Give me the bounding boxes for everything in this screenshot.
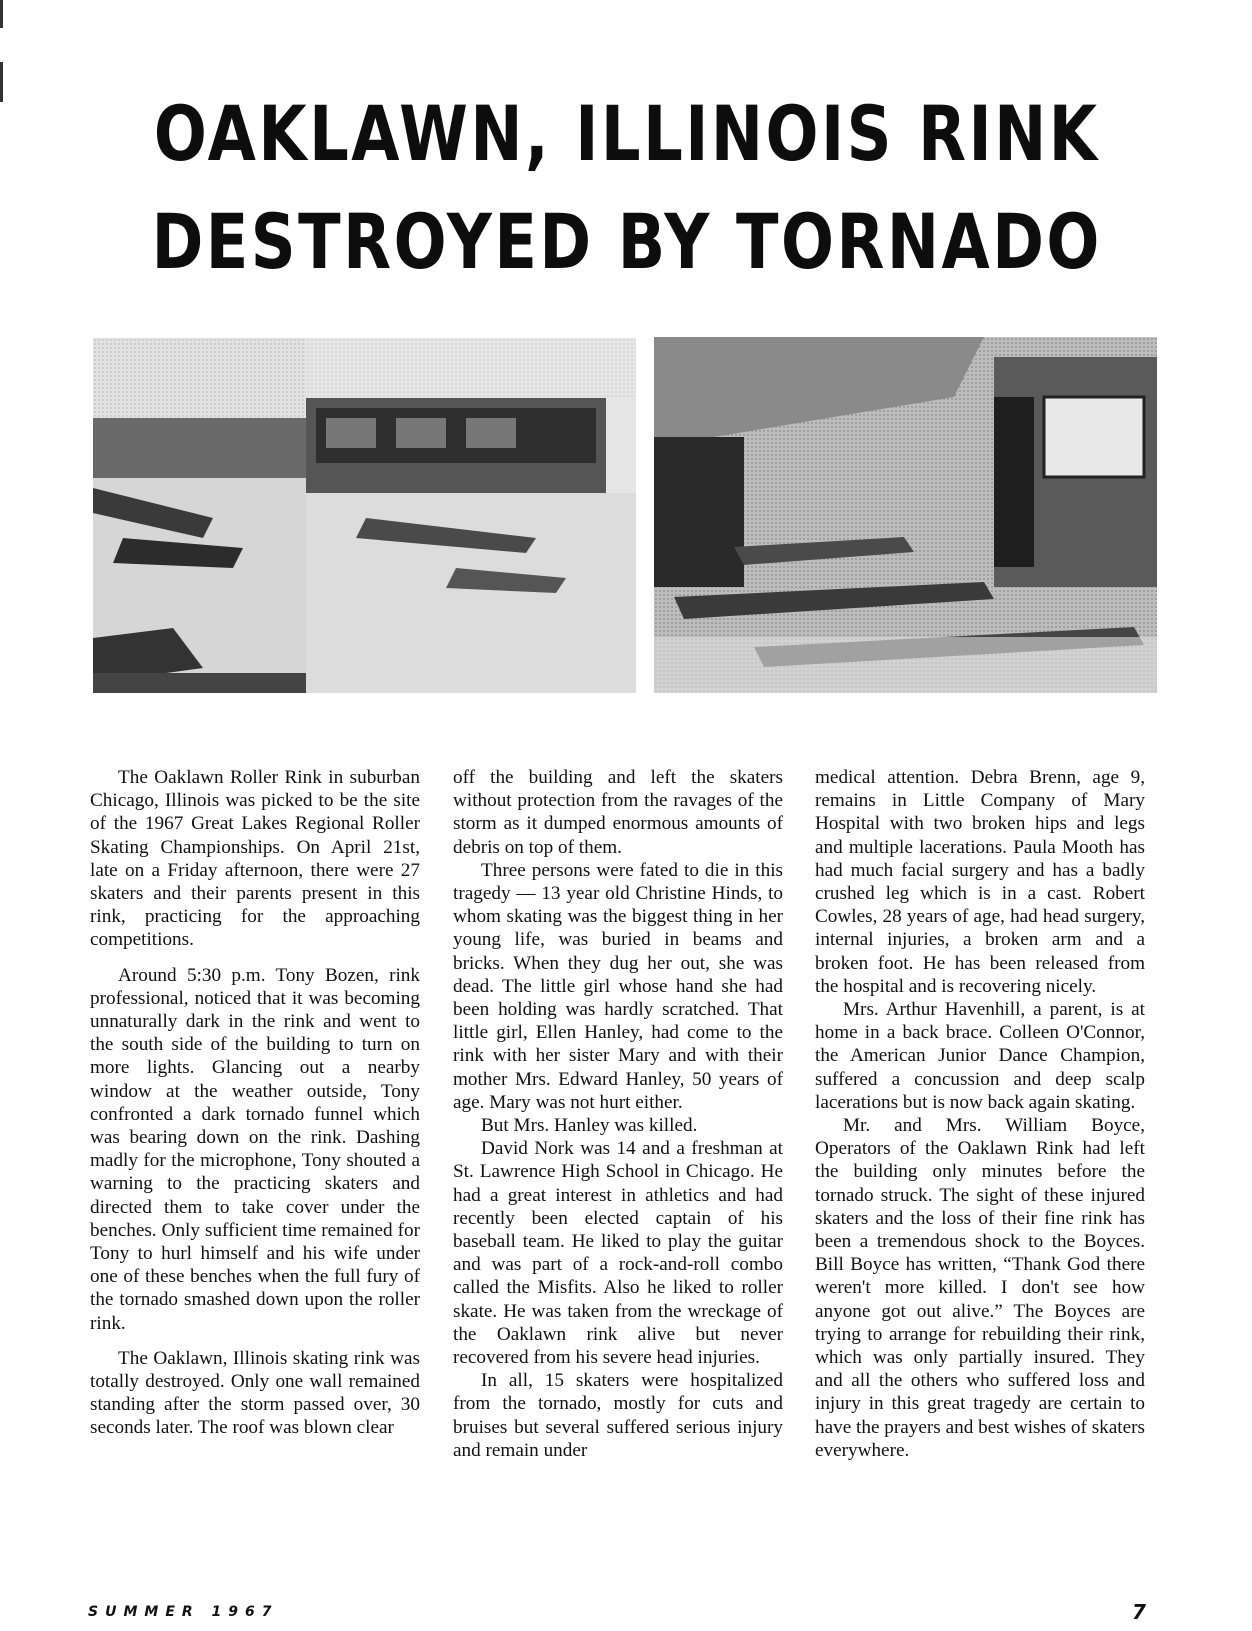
article-column-3 <box>815 766 1145 1462</box>
column-2-paragraph-1: off the building and left the skaters without protection from the ravages of the storm as it dumped enormous amounts of debris on top of them. <box>453 767 783 858</box>
column-2-paragraph-2: Three persons were fated to die in this tragedy — 13 year old Christine Hinds, to whom skating was the biggest thing in her young life, was buried in beams and bricks. When they dug her out, she was dead. The little girl whose hand she had been holding was hardly scratched. That little girl, Ellen Hanley, had come to the rink with her sister Mary and with their mother Mrs. Edward Hanley, 50 years of age. Mary was not hurt either. <box>453 859 783 1113</box>
headline-line-1: OAKLAWN, ILLINOIS RINK <box>153 89 1100 178</box>
column-1-paragraph-2: Around 5:30 p.m. Tony Bozen, rink professional, noticed that it was becoming unnaturally dark in the rink and went to the south side of the building to turn on more lights. Glancing out a nearby window at the weather outside, Tony confronted a dark tornado funnel which was bearing down on the rink. Dashing madly for the microphone, Tony shouted a warning to the practicing skaters and directed them to take cover under the benches. Only sufficient time remained for Tony to hurl himself and his wife under one of these benches when the full fury of the tornado smashed down upon the roller rink. <box>90 964 420 1334</box>
column-3-paragraph-2: Mrs. Arthur Havenhill, a parent, is at home in a back brace. Colleen O'Connor, the American Junior Dance Champion, suffered a concussion and deep scalp lacerations but is now back again skating. <box>815 999 1145 1113</box>
article-column-1 <box>90 766 420 1440</box>
column-1-paragraph-3: The Oaklawn, Illinois skating rink was totally destroyed. Only one wall remained standing after the storm passed over, 30 seconds later. The roof was blown clear <box>90 1347 420 1439</box>
column-3-paragraph-1: medical attention. Debra Brenn, age 9, remains in Little Company of Mary Hospital with two broken hips and legs and multiple lacerations. Paula Mooth has had much facial surgery and has a badly crushed leg which is in a cast. Robert Cowles, 28 years of age, had head surgery, internal injuries, a broken arm and a broken foot. He has been released from the hospital and is recovering nicely. <box>815 767 1145 997</box>
column-2-paragraph-3: But Mrs. Hanley was killed. <box>481 1115 698 1137</box>
article-column-2 <box>453 766 783 1462</box>
column-1-paragraph-1: The Oaklawn Roller Rink in suburban Chicago, Illinois was picked to be the site of the 1967 Great Lakes Regional Roller Skating Championships. On April 21st, late on a Friday afternoon, there were 27 skaters and their parents present in this rink, practicing for the approaching competitions. <box>90 767 420 951</box>
page-number: 7 <box>1132 1600 1146 1624</box>
column-2-paragraph-4: David Nork was 14 and a freshman at St. Lawrence High School in Chicago. He had a great interest in athletics and had recently been elected captain of his baseball team. He liked to play the guitar and was part of a rock-and-roll combo called the Misfits. Also he liked to roller skate. He was taken from the wreckage of the Oaklawn rink alive but never recovered from his severe head injuries. <box>453 1138 783 1369</box>
scan-edge-mark <box>0 62 3 102</box>
photo-rink-exterior <box>93 338 306 693</box>
column-2-paragraph-5: In all, 15 skaters were hospitalized from the tornado, mostly for cuts and bruises but several suffered serious injury and remain under <box>453 1370 783 1461</box>
headline-line-2: DESTROYED BY TORNADO <box>151 197 1102 286</box>
photo-rink-building <box>306 338 636 693</box>
issue-label: SUMMER 1967 <box>88 1604 279 1620</box>
photo-rink-interior <box>654 337 1157 693</box>
headline <box>113 80 1140 296</box>
column-3-paragraph-3: Mr. and Mrs. William Boyce, Operators of the Oaklawn Rink had left the building only minutes before the tornado struck. The sight of these injured skaters and the loss of their fine rink has been a tremendous shock to the Boyces. Bill Boyce has written, “Thank God there weren't more killed. I don't see how anyone got out alive.” The Boyces are trying to arrange for rebuilding their rink, which was only partially insured. They and all the others who suffered loss and injury in this great tragedy are certain to have the prayers and best wishes of skaters everywhere. <box>815 1115 1145 1461</box>
scan-edge-mark <box>0 0 3 28</box>
